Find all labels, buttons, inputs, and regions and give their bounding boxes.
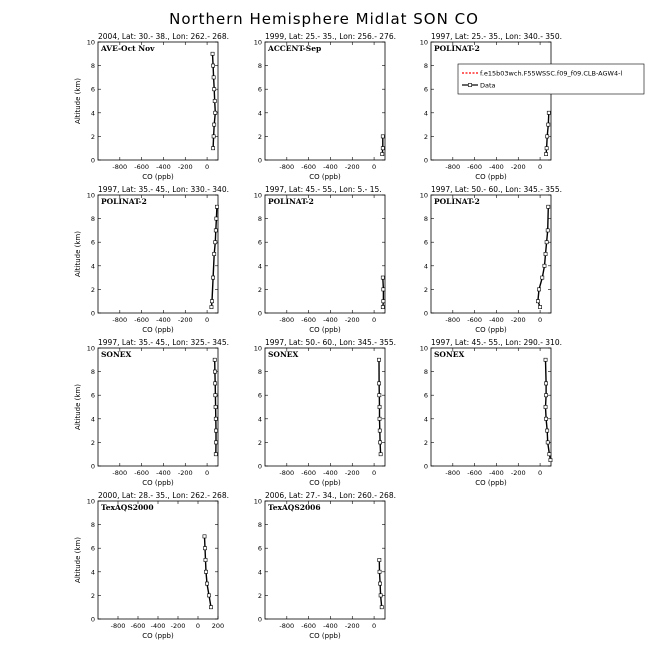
y-tick-label: 6 (257, 85, 262, 94)
data-point-marker (211, 52, 214, 55)
x-tick-label: -400 (156, 316, 171, 324)
campaign-label: ACCENT-Sep (268, 44, 322, 53)
data-point-marker (544, 153, 547, 156)
data-point-marker (378, 382, 381, 385)
x-tick-label: -800 (279, 316, 295, 324)
y-tick-label: 2 (257, 285, 262, 294)
panel-6 (420, 185, 562, 334)
x-axis-label: CO (ppb) (475, 479, 507, 487)
data-point-marker (546, 135, 549, 138)
data-point-marker (381, 135, 384, 138)
panel-5 (254, 185, 385, 334)
x-tick-label: -200 (344, 316, 360, 324)
data-point-marker (214, 429, 217, 432)
data-point-marker (544, 417, 547, 420)
panel-11 (254, 491, 396, 640)
x-tick-label: -600 (301, 622, 317, 630)
x-tick-label: -400 (489, 469, 504, 477)
data-profile-line (212, 207, 217, 307)
y-tick-label: 10 (253, 38, 262, 47)
y-tick-label: 6 (257, 544, 262, 553)
panel-header: 1997, Lat: 25.- 35., Lon: 340.- 350. (431, 32, 562, 41)
y-tick-label: 10 (86, 497, 95, 506)
data-point-marker (381, 276, 384, 279)
panel-header: 2004, Lat: 30.- 38., Lon: 262.- 268. (98, 32, 229, 41)
data-point-marker (211, 276, 214, 279)
data-point-marker (213, 88, 216, 91)
plot-frame (98, 501, 218, 619)
x-tick-label: -800 (445, 316, 461, 324)
x-tick-label: -200 (344, 163, 360, 171)
y-axis-label: Altitude (km) (74, 384, 82, 430)
y-tick-label: 8 (423, 215, 428, 224)
x-tick-label: 0 (538, 469, 543, 477)
y-tick-label: 8 (257, 215, 262, 224)
x-tick-label: -600 (301, 316, 317, 324)
data-point-marker (214, 405, 217, 408)
y-tick-label: 0 (90, 156, 95, 165)
campaign-label: AVE-Oct Nov (101, 44, 155, 53)
x-tick-label: -800 (112, 163, 128, 171)
x-tick-label: -800 (112, 316, 128, 324)
y-tick-label: 8 (90, 368, 95, 377)
legend-label-2: Data (480, 81, 496, 90)
data-profile-line (538, 207, 548, 307)
y-tick-label: 10 (419, 191, 428, 200)
panel-8 (254, 338, 396, 487)
y-tick-label: 6 (90, 391, 95, 400)
data-point-marker (545, 147, 548, 150)
y-tick-label: 4 (90, 568, 95, 577)
y-tick-label: 10 (253, 497, 262, 506)
panel-header: 1997, Lat: 50.- 60., Lon: 345.- 355. (431, 185, 562, 194)
panel-7 (74, 338, 229, 487)
data-point-marker (211, 64, 214, 67)
campaign-label: SONEX (434, 350, 465, 359)
y-axis-label: Altitude (km) (74, 537, 82, 583)
panel-header: 1997, Lat: 50.- 60., Lon: 345.- 355. (265, 338, 396, 347)
x-tick-label: 0 (372, 622, 377, 630)
y-tick-label: 2 (90, 132, 95, 141)
data-point-marker (214, 453, 217, 456)
x-tick-label: -400 (156, 469, 171, 477)
y-tick-label: 6 (90, 85, 95, 94)
x-tick-label: -600 (467, 469, 483, 477)
data-point-marker (377, 358, 380, 361)
y-tick-label: 4 (423, 262, 428, 271)
campaign-label: SONEX (268, 350, 299, 359)
y-tick-label: 8 (90, 62, 95, 71)
data-point-marker (214, 441, 217, 444)
panel-header: 1997, Lat: 35.- 45., Lon: 330.- 340. (98, 185, 229, 194)
y-tick-label: 0 (90, 615, 95, 624)
x-tick-label: -400 (150, 622, 166, 630)
y-tick-label: 2 (257, 591, 262, 600)
legend-box (458, 64, 644, 94)
data-point-marker (381, 306, 384, 309)
y-tick-label: 0 (257, 309, 262, 318)
plot-frame (98, 42, 218, 160)
y-tick-label: 4 (90, 262, 95, 271)
y-tick-label: 6 (90, 544, 95, 553)
y-tick-label: 0 (90, 462, 95, 471)
x-tick-label: 0 (205, 469, 210, 477)
x-tick-label: -800 (445, 163, 461, 171)
campaign-label: POLINAT-2 (268, 197, 314, 206)
data-point-marker (213, 99, 216, 102)
data-point-marker (543, 264, 546, 267)
figure-title: Northern Hemisphere Midlat SON CO (169, 10, 479, 28)
legend-marker (468, 83, 471, 86)
y-tick-label: 0 (423, 309, 428, 318)
data-point-marker (382, 300, 385, 303)
data-point-marker (378, 570, 381, 573)
data-point-marker (378, 582, 381, 585)
x-tick-label: 200 (211, 622, 225, 630)
data-point-marker (214, 382, 217, 385)
data-profile-line (546, 360, 551, 460)
y-tick-label: 0 (423, 156, 428, 165)
panel-header: 1999, Lat: 25.- 35., Lon: 256.- 276. (265, 32, 396, 41)
y-tick-label: 4 (257, 415, 262, 424)
data-point-marker (379, 453, 382, 456)
legend-label-1: f.e15b03wch.F55WSSC.f09_f09.CLB-AGW4-l (480, 69, 623, 78)
data-point-marker (214, 394, 217, 397)
data-point-marker (203, 535, 206, 538)
y-tick-label: 8 (90, 215, 95, 224)
data-point-marker (204, 570, 207, 573)
y-tick-label: 10 (253, 191, 262, 200)
y-tick-label: 6 (423, 391, 428, 400)
plot-frame (98, 348, 218, 466)
campaign-label: SONEX (101, 350, 132, 359)
panels (74, 32, 562, 640)
y-tick-label: 6 (423, 85, 428, 94)
x-tick-label: -400 (323, 622, 338, 630)
x-axis-label: CO (ppb) (142, 326, 174, 334)
panel-10 (74, 491, 229, 640)
x-tick-label: -400 (489, 163, 504, 171)
x-tick-label: -800 (279, 469, 295, 477)
y-tick-label: 4 (423, 415, 428, 424)
data-point-marker (545, 241, 548, 244)
data-point-marker (214, 241, 217, 244)
y-tick-label: 8 (257, 368, 262, 377)
data-point-marker (212, 135, 215, 138)
y-tick-label: 0 (423, 462, 428, 471)
y-tick-label: 6 (90, 238, 95, 247)
data-profile-line (382, 136, 383, 154)
x-tick-label: -400 (156, 163, 171, 171)
y-tick-label: 2 (90, 591, 95, 600)
data-point-marker (378, 405, 381, 408)
y-tick-label: 10 (86, 191, 95, 200)
y-tick-label: 0 (257, 462, 262, 471)
data-point-marker (211, 147, 214, 150)
x-tick-label: -600 (134, 163, 150, 171)
data-point-marker (205, 582, 208, 585)
data-point-marker (210, 306, 213, 309)
x-axis-label: CO (ppb) (475, 326, 507, 334)
panel-4 (74, 185, 229, 334)
x-tick-label: -800 (279, 622, 295, 630)
y-tick-label: 0 (257, 156, 262, 165)
campaign-label: POLINAT-2 (434, 197, 480, 206)
data-point-marker (547, 111, 550, 114)
panel-header: 2000, Lat: 28.- 35., Lon: 262.- 268. (98, 491, 229, 500)
x-tick-label: -200 (344, 622, 360, 630)
data-point-marker (547, 123, 550, 126)
plot-frame (431, 348, 551, 466)
x-axis-label: CO (ppb) (309, 326, 341, 334)
data-point-marker (378, 417, 381, 420)
data-point-marker (546, 441, 549, 444)
x-tick-label: -600 (467, 163, 483, 171)
y-tick-label: 4 (90, 415, 95, 424)
panel-header: 1997, Lat: 45.- 55., Lon: 5.- 15. (265, 185, 382, 194)
data-point-marker (213, 358, 216, 361)
plot-frame (265, 348, 385, 466)
y-tick-label: 0 (257, 615, 262, 624)
panel-header: 1997, Lat: 45.- 55., Lon: 290.- 310. (431, 338, 562, 347)
data-point-marker (544, 382, 547, 385)
data-point-marker (544, 358, 547, 361)
x-axis-label: CO (ppb) (142, 173, 174, 181)
y-tick-label: 2 (423, 438, 428, 447)
data-point-marker (547, 205, 550, 208)
y-tick-label: 4 (423, 109, 428, 118)
y-tick-label: 2 (423, 132, 428, 141)
x-tick-label: -200 (344, 469, 360, 477)
x-tick-label: 0 (372, 163, 377, 171)
data-point-marker (203, 547, 206, 550)
y-tick-label: 2 (423, 285, 428, 294)
x-tick-label: -600 (130, 622, 146, 630)
y-tick-label: 8 (90, 521, 95, 530)
x-tick-label: -400 (489, 316, 504, 324)
x-tick-label: 0 (205, 316, 210, 324)
x-tick-label: 0 (372, 316, 377, 324)
data-point-marker (213, 123, 216, 126)
x-tick-label: -800 (110, 622, 126, 630)
y-tick-label: 2 (90, 438, 95, 447)
x-tick-label: -800 (445, 469, 461, 477)
x-tick-label: -800 (279, 163, 295, 171)
panel-9 (420, 338, 562, 487)
x-tick-label: -200 (510, 163, 526, 171)
data-point-marker (379, 594, 382, 597)
x-tick-label: -400 (323, 469, 338, 477)
data-point-marker (378, 558, 381, 561)
x-tick-label: -200 (177, 163, 193, 171)
x-axis-label: CO (ppb) (309, 173, 341, 181)
x-tick-label: -200 (177, 469, 193, 477)
y-tick-label: 6 (423, 238, 428, 247)
y-tick-label: 4 (257, 109, 262, 118)
y-tick-label: 4 (90, 109, 95, 118)
x-axis-label: CO (ppb) (309, 632, 341, 640)
y-tick-label: 10 (419, 344, 428, 353)
x-tick-label: 0 (205, 163, 210, 171)
x-axis-label: CO (ppb) (475, 173, 507, 181)
panel-2 (254, 32, 396, 181)
plot-frame (98, 195, 218, 313)
data-point-marker (537, 288, 540, 291)
x-axis-label: CO (ppb) (309, 479, 341, 487)
y-tick-label: 8 (257, 62, 262, 71)
data-point-marker (381, 147, 384, 150)
legend (458, 64, 644, 94)
x-tick-label: 0 (538, 163, 543, 171)
x-tick-label: -200 (510, 469, 526, 477)
x-tick-label: -600 (134, 469, 150, 477)
x-tick-label: -600 (301, 163, 317, 171)
data-point-marker (215, 205, 218, 208)
campaign-label: TexAQS2000 (101, 503, 154, 512)
y-tick-label: 6 (257, 391, 262, 400)
campaign-label: POLINAT-2 (434, 44, 480, 53)
y-tick-label: 8 (257, 521, 262, 530)
campaign-label: TexAQS2006 (268, 503, 321, 512)
data-point-marker (204, 558, 207, 561)
data-point-marker (382, 288, 385, 291)
data-point-marker (212, 76, 215, 79)
y-tick-label: 10 (253, 344, 262, 353)
data-point-marker (541, 276, 544, 279)
data-point-marker (214, 417, 217, 420)
x-tick-label: -600 (134, 316, 150, 324)
data-point-marker (215, 217, 218, 220)
data-point-marker (213, 370, 216, 373)
campaign-label: POLINAT-2 (101, 197, 147, 206)
data-point-marker (544, 394, 547, 397)
x-tick-label: -200 (170, 622, 186, 630)
data-point-marker (549, 459, 552, 462)
y-tick-label: 6 (257, 238, 262, 247)
y-axis-label: Altitude (km) (74, 231, 82, 277)
x-tick-label: 0 (538, 316, 543, 324)
x-axis-label: CO (ppb) (142, 632, 174, 640)
data-point-marker (213, 252, 216, 255)
data-point-marker (210, 300, 213, 303)
y-tick-label: 2 (90, 285, 95, 294)
y-tick-label: 2 (257, 438, 262, 447)
data-point-marker (380, 606, 383, 609)
plot-frame (265, 501, 385, 619)
panel-header: 2006, Lat: 27.- 34., Lon: 260.- 268. (265, 491, 396, 500)
panel-1 (74, 32, 229, 181)
y-axis-label: Altitude (km) (74, 78, 82, 124)
data-point-marker (209, 606, 212, 609)
y-tick-label: 8 (423, 62, 428, 71)
y-tick-label: 0 (90, 309, 95, 318)
data-point-marker (548, 453, 551, 456)
plot-frame (431, 42, 551, 160)
x-tick-label: 0 (195, 622, 201, 630)
x-tick-label: -800 (112, 469, 128, 477)
y-tick-label: 10 (419, 38, 428, 47)
data-point-marker (378, 441, 381, 444)
data-point-marker (214, 229, 217, 232)
plot-frame (265, 42, 385, 160)
x-tick-label: -600 (301, 469, 317, 477)
panel-header: 1997, Lat: 35.- 45., Lon: 325.- 345. (98, 338, 229, 347)
x-tick-label: -400 (323, 163, 338, 171)
y-tick-label: 4 (257, 568, 262, 577)
x-tick-label: 0 (372, 469, 377, 477)
x-axis-label: CO (ppb) (142, 479, 174, 487)
y-tick-label: 10 (86, 38, 95, 47)
data-point-marker (378, 429, 381, 432)
data-point-marker (544, 405, 547, 408)
panel-3 (420, 32, 562, 181)
y-tick-label: 4 (257, 262, 262, 271)
data-point-marker (538, 306, 541, 309)
x-tick-label: -600 (467, 316, 483, 324)
x-tick-label: -400 (323, 316, 338, 324)
data-point-marker (207, 594, 210, 597)
data-point-marker (378, 394, 381, 397)
x-tick-label: -200 (177, 316, 193, 324)
data-point-marker (381, 153, 384, 156)
data-point-marker (214, 111, 217, 114)
data-point-marker (536, 300, 539, 303)
plot-frame (265, 195, 385, 313)
y-tick-label: 10 (86, 344, 95, 353)
data-point-marker (546, 429, 549, 432)
plot-frame (431, 195, 551, 313)
x-tick-label: -200 (510, 316, 526, 324)
data-point-marker (546, 229, 549, 232)
y-tick-label: 8 (423, 368, 428, 377)
y-tick-label: 2 (257, 132, 262, 141)
data-point-marker (544, 252, 547, 255)
